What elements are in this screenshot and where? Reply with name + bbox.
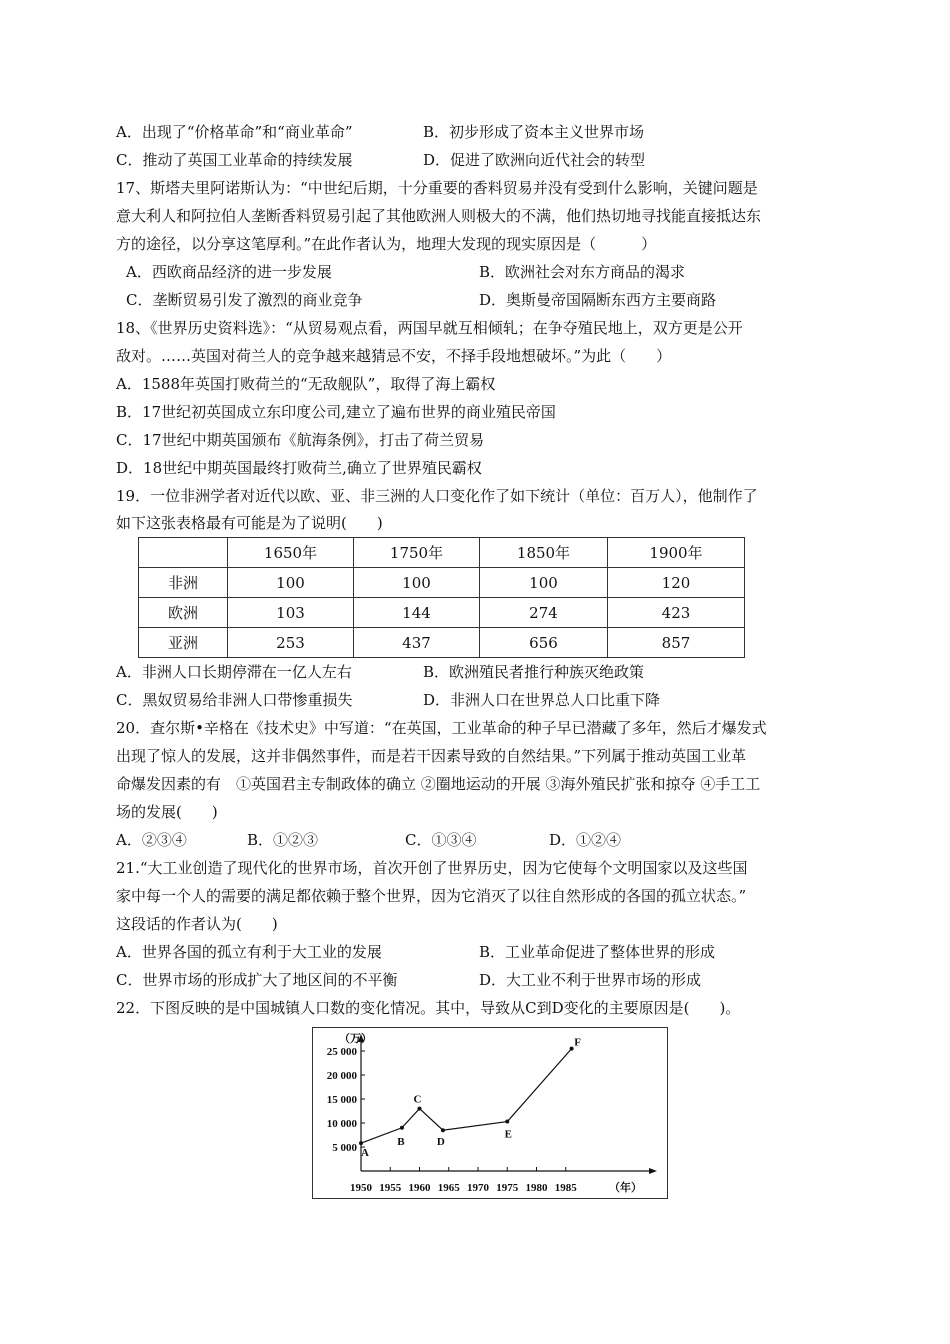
q21-stem-line: 21.“大工业创造了现代化的世界市场，首次开创了世界历史，因为它使每个文明国家以及这些国 xyxy=(116,859,748,877)
table-cell: 欧洲 xyxy=(139,598,228,628)
x-tick-label: 1955 xyxy=(379,1182,402,1194)
table-cell: 274 xyxy=(480,598,608,628)
data-point-label: E xyxy=(504,1128,512,1141)
y-tick-label: 20 000 xyxy=(326,1070,357,1082)
table-row xyxy=(139,598,745,628)
q20-option-c: C．①③④ xyxy=(405,831,477,849)
table-cell: 120 xyxy=(608,568,745,598)
x-tick-label: 1960 xyxy=(408,1182,431,1194)
data-point-label: B xyxy=(397,1135,405,1148)
table-row xyxy=(139,628,745,658)
q16-option-b: B．初步形成了资本主义世界市场 xyxy=(423,123,645,141)
data-point xyxy=(418,1107,422,1111)
y-tick-label: 15 000 xyxy=(326,1094,357,1106)
q20-option-d: D．①②④ xyxy=(549,831,622,849)
table-header-cell: 1900年 xyxy=(608,538,745,568)
q21-stem-line: 家中每一个人的需要的满足都依赖于整个世界，因为它消灭了以往自然形成的各国的孤立状态。” xyxy=(116,887,747,905)
table-cell: 437 xyxy=(354,628,480,658)
table-header-cell: 1650年 xyxy=(228,538,354,568)
x-tick-label: 1950 xyxy=(350,1182,372,1194)
table-cell: 656 xyxy=(480,628,608,658)
y-tick-label: 25 000 xyxy=(326,1046,357,1058)
table-header-cell: 1850年 xyxy=(480,538,608,568)
y-tick-label: 10 000 xyxy=(326,1118,357,1130)
table-cell: 亚洲 xyxy=(139,628,228,658)
table-cell: 253 xyxy=(228,628,354,658)
q17-stem-line: 方的途径，以分享这笔厚利。”在此作者认为，地理大发现的现实原因是（ ） xyxy=(116,235,657,253)
q17-option-c: C．垄断贸易引发了激烈的商业竞争 xyxy=(126,291,363,309)
chart-svg xyxy=(313,1028,667,1198)
q18-stem-line: 18、《世界历史资料选》：“从贸易观点看，两国早就互相倾轧；在争夺殖民地上，双方更是公开 xyxy=(116,319,743,337)
data-point xyxy=(505,1120,509,1124)
q21-option-c: C．世界市场的形成扩大了地区间的不平衡 xyxy=(116,971,398,989)
population-table xyxy=(138,537,745,658)
q18-option-d: D．18世纪中期英国最终打败荷兰,确立了世界殖民霸权 xyxy=(116,459,482,477)
data-point-label: D xyxy=(436,1136,445,1149)
q21-option-a: A．世界各国的孤立有利于大工业的发展 xyxy=(116,943,382,961)
table-cell: 100 xyxy=(228,568,354,598)
data-point-label: C xyxy=(413,1093,422,1106)
table-cell: 857 xyxy=(608,628,745,658)
y-axis-label: （万） xyxy=(339,1033,372,1045)
y-tick-label: 5 000 xyxy=(332,1142,357,1154)
data-point-label: F xyxy=(574,1036,581,1049)
data-point xyxy=(359,1141,363,1145)
q17-option-a: A．西欧商品经济的进一步发展 xyxy=(126,263,332,281)
data-point xyxy=(400,1126,404,1130)
q20-stem-line: 场的发展( ) xyxy=(116,803,218,821)
x-tick-label: 1980 xyxy=(525,1182,548,1194)
q18-option-c: C．17世纪中期英国颁布《航海条例》，打击了荷兰贸易 xyxy=(116,431,485,449)
chart-axes xyxy=(339,1032,657,1194)
table-cell: 100 xyxy=(354,568,480,598)
table-header-row xyxy=(139,538,745,568)
q16-option-d: D．促进了欧洲向近代社会的转型 xyxy=(423,151,646,169)
q17-option-d: D．奥斯曼帝国隔断东西方主要商路 xyxy=(479,291,717,309)
table-header-cell: 1750年 xyxy=(354,538,480,568)
table-cell: 103 xyxy=(228,598,354,628)
q18-stem-line: 敌对。……英国对荷兰人的竞争越来越猜忌不安，不择手段地想破坏。”为此（ ） xyxy=(116,347,672,365)
q20-stem-line: 命爆发因素的有 ①英国君主专制政体的确立 ②圈地运动的开展 ③海外殖民扩张和掠夺 ④手工工 xyxy=(116,775,761,793)
x-tick-label: 1975 xyxy=(496,1182,519,1194)
q21-stem-line: 这段话的作者认为( ) xyxy=(116,915,278,933)
data-point-label: A xyxy=(361,1147,369,1160)
x-tick-label: 1985 xyxy=(554,1182,577,1194)
q20-option-b: B．①②③ xyxy=(247,831,319,849)
q18-option-b: B．17世纪初英国成立东印度公司,建立了遍布世界的商业殖民帝国 xyxy=(116,403,556,421)
table-cell: 非洲 xyxy=(139,568,228,598)
q18-option-a: A．1588年英国打败荷兰的“无敌舰队”，取得了海上霸权 xyxy=(116,375,496,393)
table-header-cell xyxy=(139,538,228,568)
x-tick-label: 1965 xyxy=(437,1182,460,1194)
q19-option-b: B．欧洲殖民者推行种族灭绝政策 xyxy=(423,663,645,681)
q21-option-d: D．大工业不利于世界市场的形成 xyxy=(479,971,702,989)
urban-population-chart xyxy=(312,1027,668,1199)
table-row xyxy=(139,568,745,598)
q21-option-b: B．工业革命促进了整体世界的形成 xyxy=(479,943,716,961)
q20-stem-line: 出现了惊人的发展，这并非偶然事件，而是若干因素导致的自然结果。”下列属于推动英国工业革 xyxy=(116,747,747,765)
q17-stem-line: 意大利人和阿拉伯人垄断香料贸易引起了其他欧洲人则极大的不满，他们热切地寻找能直接抵达东 xyxy=(116,207,762,225)
q19-stem-line: 如下这张表格最有可能是为了说明( ) xyxy=(116,514,383,532)
data-point xyxy=(570,1047,574,1051)
q16-option-a: A．出现了“价格革命”和“商业革命” xyxy=(116,123,353,141)
q17-stem-line: 17、斯塔夫里阿诺斯认为：“中世纪后期，十分重要的香料贸易并没有受到什么影响，关键问题是 xyxy=(116,179,758,197)
q20-option-a: A．②③④ xyxy=(116,831,187,849)
series-line xyxy=(361,1049,572,1144)
q19-stem-line: 19．一位非洲学者对近代以欧、亚、非三洲的人口变化作了如下统计（单位：百万人），他制作了 xyxy=(116,487,758,505)
q20-stem-line: 20．查尔斯•辛格在《技术史》中写道：“在英国，工业革命的种子早已潜藏了多年，然后才爆发式 xyxy=(116,719,767,737)
x-axis-label: （年） xyxy=(609,1182,642,1194)
q22-stem: 22．下图反映的是中国城镇人口数的变化情况。其中，导致从C到D变化的主要原因是( )。 xyxy=(116,999,741,1017)
q19-option-d: D．非洲人口在世界总人口比重下降 xyxy=(423,691,661,709)
q16-option-c: C．推动了英国工业革命的持续发展 xyxy=(116,151,353,169)
table-cell: 144 xyxy=(354,598,480,628)
q19-option-c: C．黑奴贸易给非洲人口带惨重损失 xyxy=(116,691,353,709)
q19-option-a: A．非洲人口长期停滞在一亿人左右 xyxy=(116,663,352,681)
q17-option-b: B．欧洲社会对东方商品的渴求 xyxy=(479,263,686,281)
table-cell: 423 xyxy=(608,598,745,628)
x-axis-arrow xyxy=(649,1168,657,1174)
table-cell: 100 xyxy=(480,568,608,598)
x-tick-label: 1970 xyxy=(467,1182,489,1194)
data-point xyxy=(441,1128,445,1132)
